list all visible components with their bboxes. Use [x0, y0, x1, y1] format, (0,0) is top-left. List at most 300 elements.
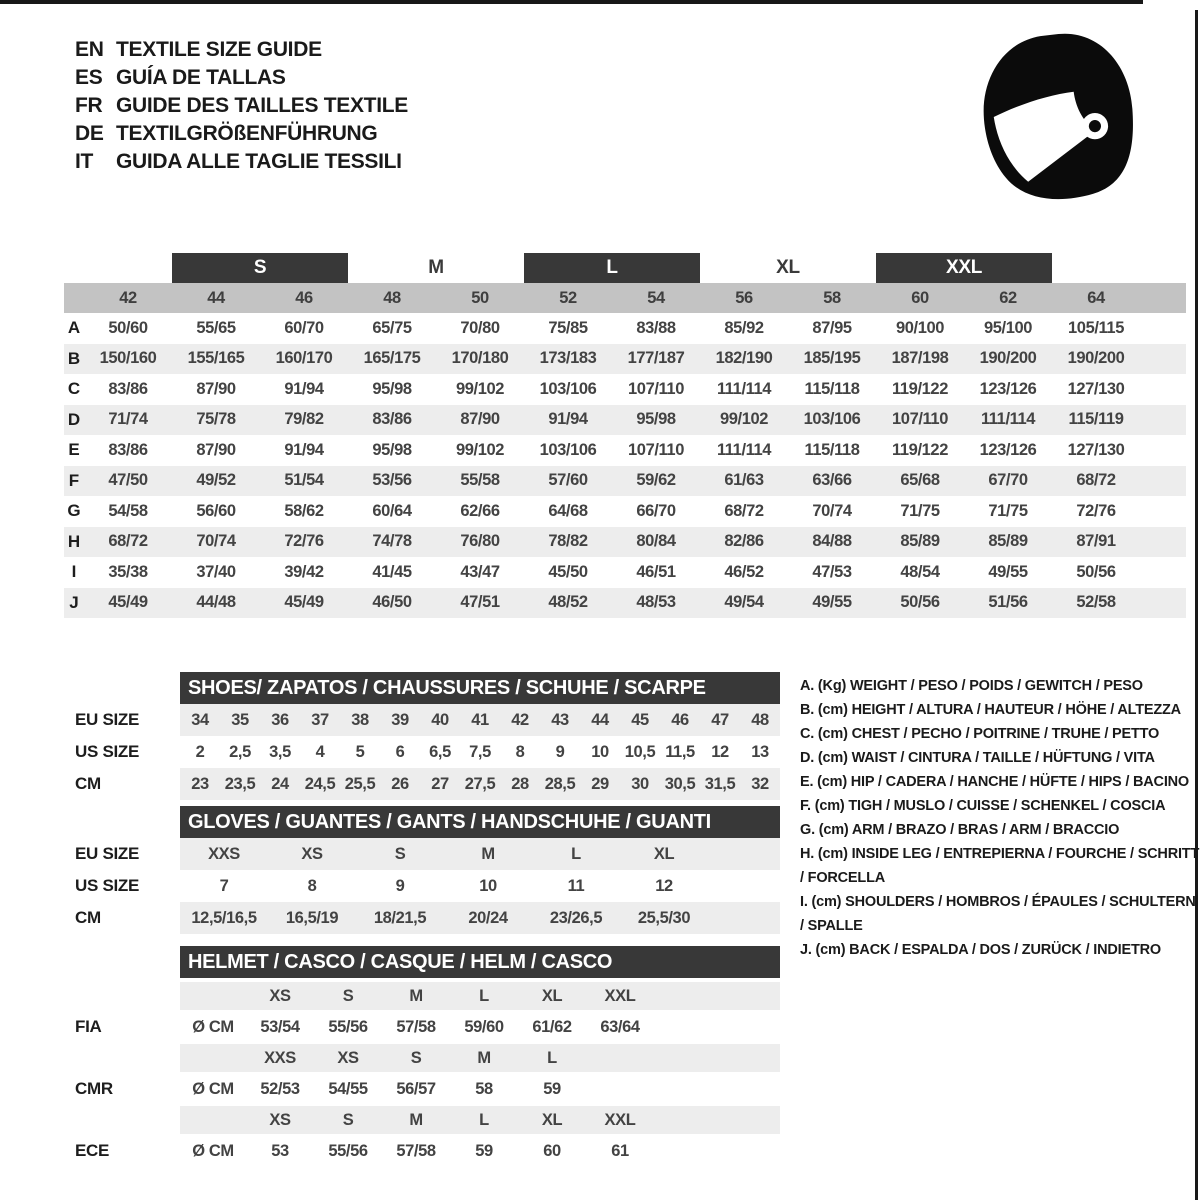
standard-label: ECE — [75, 1141, 110, 1160]
size-value-cell: 46/51 — [636, 562, 676, 581]
value-cell: 59 — [543, 1079, 561, 1098]
size-cell: XXL — [604, 1110, 636, 1129]
size-group-row — [64, 253, 1186, 283]
value-cell: 44 — [591, 710, 609, 729]
size-value-cell: 115/119 — [1068, 410, 1124, 429]
language-row — [75, 120, 408, 148]
unit-spacer-cell — [180, 1106, 246, 1134]
value-cell: 37 — [311, 710, 329, 729]
language-title: GUIDE DES TAILLES TEXTILE — [116, 94, 408, 117]
row-label: US SIZE — [75, 742, 140, 761]
value-cell: 7 — [219, 876, 229, 895]
row-letter: D — [67, 409, 81, 429]
size-value-cell: 99/102 — [719, 410, 769, 429]
gloves-section — [64, 806, 780, 934]
measurement-row — [64, 344, 1186, 375]
size-value-cell: 111/114 — [716, 379, 772, 398]
row-values — [180, 902, 780, 934]
size-value-cell: 51/54 — [284, 471, 324, 490]
size-group-label: L — [524, 253, 700, 283]
row-letter: B — [67, 348, 81, 368]
row-letter: J — [69, 592, 79, 612]
language-code: IT — [75, 150, 94, 173]
value-cell: 10 — [591, 742, 609, 761]
size-value-cell: 59/62 — [636, 471, 676, 490]
numeric-size-cell: 46 — [295, 288, 313, 307]
size-value-cell: 72/76 — [1076, 501, 1116, 520]
size-value-cell: 155/165 — [187, 349, 245, 368]
size-value-cell: 49/52 — [196, 471, 236, 490]
helmet-values — [180, 1134, 780, 1168]
value-cell: 52/53 — [260, 1079, 300, 1098]
row-label — [64, 1044, 180, 1072]
row-values — [180, 736, 780, 768]
value-cell: 18/21,5 — [373, 908, 427, 927]
size-value-cell: 63/66 — [812, 471, 852, 490]
value-cell: XL — [653, 844, 675, 863]
value-cell: 56/57 — [396, 1079, 436, 1098]
size-value-cell: 115/118 — [804, 379, 860, 398]
size-value-cell: 83/86 — [108, 379, 148, 398]
size-value-cell: 60/70 — [284, 318, 324, 337]
size-value-cell: 45/49 — [108, 593, 148, 612]
size-cell: S — [342, 986, 354, 1005]
measurement-row — [64, 557, 1186, 588]
measurement-row — [64, 313, 1186, 344]
size-value-cell: 99/102 — [455, 440, 505, 459]
language-title: GUÍA DE TALLAS — [116, 66, 286, 89]
size-cell: L — [479, 1110, 489, 1129]
size-value-cell: 44/48 — [196, 593, 236, 612]
measurement-row — [64, 466, 1186, 497]
value-cell: 20/24 — [468, 908, 508, 927]
language-code: EN — [75, 38, 104, 61]
size-value-cell: 57/60 — [548, 471, 588, 490]
size-value-cell: 41/45 — [372, 562, 412, 581]
language-title: GUIDA ALLE TAGLIE TESSILI — [116, 150, 402, 173]
size-cell: S — [342, 1110, 354, 1129]
size-value-cell: 49/55 — [988, 562, 1028, 581]
numeric-size-row — [64, 283, 1186, 313]
size-value-cell: 47/53 — [812, 562, 852, 581]
value-cell: 58 — [475, 1079, 493, 1098]
value-cell: 9 — [395, 876, 405, 895]
size-value-cell: 53/56 — [372, 471, 412, 490]
size-value-cell: 67/70 — [988, 471, 1028, 490]
legend-item: E. (cm) HIP / CADERA / HANCHE / HÜFTE / HIPS / BACINO — [800, 774, 1189, 790]
size-value-cell: 82/86 — [724, 532, 764, 551]
language-row — [75, 92, 408, 120]
size-row — [64, 736, 780, 768]
row-label: EU SIZE — [75, 710, 140, 729]
textile-size-table — [64, 253, 1186, 618]
value-cell: 11 — [567, 876, 585, 895]
size-value-cell: 95/98 — [372, 440, 412, 459]
value-cell: XXS — [208, 844, 240, 863]
size-value-cell: 47/50 — [108, 471, 148, 490]
size-value-cell: 70/80 — [460, 318, 500, 337]
value-cell: M — [481, 844, 495, 863]
value-cell: 43 — [551, 710, 569, 729]
language-list — [75, 36, 408, 176]
value-cell: 24 — [271, 774, 289, 793]
size-value-cell: 83/88 — [636, 318, 676, 337]
size-value-cell: 85/92 — [724, 318, 764, 337]
size-value-cell: 76/80 — [460, 532, 500, 551]
language-code: FR — [75, 94, 103, 117]
size-value-cell: 119/122 — [892, 379, 948, 398]
size-value-cell: 72/76 — [284, 532, 324, 551]
legend-item: H. (cm) INSIDE LEG / ENTREPIERNA / FOURCHE / SCHRITT / FORCELLA — [800, 846, 1200, 886]
value-cell: 6 — [395, 742, 405, 761]
size-value-cell: 50/60 — [108, 318, 148, 337]
size-value-cell: 47/51 — [460, 593, 500, 612]
legend-item: A. (Kg) WEIGHT / PESO / POIDS / GEWITCH / PESO — [800, 678, 1143, 694]
size-value-cell: 87/90 — [196, 440, 236, 459]
value-cell: 53 — [271, 1141, 289, 1160]
row-letter: E — [68, 440, 80, 460]
size-value-cell: 87/90 — [196, 379, 236, 398]
size-value-cell: 45/50 — [548, 562, 588, 581]
measurement-row — [64, 527, 1186, 558]
size-value-cell: 52/58 — [1076, 593, 1116, 612]
size-value-cell: 95/98 — [372, 379, 412, 398]
legend-item: J. (cm) BACK / ESPALDA / DOS / ZURÜCK / INDIETRO — [800, 942, 1161, 958]
helmet-rows — [64, 982, 780, 1168]
row-label: US SIZE — [75, 876, 140, 895]
size-cell: XS — [269, 986, 291, 1005]
size-value-cell: 71/75 — [988, 501, 1028, 520]
size-group-label: XXL — [876, 253, 1052, 283]
value-cell: 32 — [751, 774, 769, 793]
size-value-cell: 74/78 — [372, 532, 412, 551]
value-cell: 61 — [611, 1141, 629, 1160]
size-value-cell: 177/187 — [627, 349, 685, 368]
value-cell: 63/64 — [600, 1017, 640, 1036]
measurement-row — [64, 588, 1186, 619]
size-cell: XL — [541, 1110, 563, 1129]
value-cell: 10,5 — [624, 742, 656, 761]
value-cell: 12 — [655, 876, 673, 895]
value-cell: 30,5 — [664, 774, 696, 793]
size-value-cell: 95/100 — [983, 318, 1033, 337]
helmet-size-row — [64, 1044, 780, 1072]
corner-cell — [64, 283, 84, 313]
size-value-cell: 123/126 — [979, 440, 1037, 459]
size-value-cell: 56/60 — [196, 501, 236, 520]
size-cell: XS — [269, 1110, 291, 1129]
value-cell: 5 — [355, 742, 365, 761]
numeric-size-cell: 60 — [911, 288, 929, 307]
size-value-cell: 119/122 — [892, 440, 948, 459]
value-cell: 53/54 — [260, 1017, 300, 1036]
language-code: ES — [75, 66, 103, 89]
gloves-rows — [64, 838, 780, 934]
size-value-cell: 85/89 — [988, 532, 1028, 551]
size-value-cell: 68/72 — [724, 501, 764, 520]
size-value-cell: 54/58 — [108, 501, 148, 520]
value-cell: 12 — [711, 742, 729, 761]
size-value-cell: 185/195 — [803, 349, 861, 368]
size-value-cell: 68/72 — [1076, 471, 1116, 490]
size-cell: L — [547, 1048, 557, 1067]
measurement-row — [64, 496, 1186, 527]
value-cell: 48 — [751, 710, 769, 729]
value-cell: 28,5 — [544, 774, 576, 793]
value-cell: 2 — [195, 742, 205, 761]
language-code: DE — [75, 122, 104, 145]
numeric-size-cell: 42 — [119, 288, 137, 307]
value-cell: L — [571, 844, 581, 863]
value-cell: 59/60 — [464, 1017, 504, 1036]
size-value-cell: 65/75 — [372, 318, 412, 337]
size-value-cell: 187/198 — [891, 349, 949, 368]
value-cell: 13 — [751, 742, 769, 761]
size-value-cell: 58/62 — [284, 501, 324, 520]
legend-item: I. (cm) SHOULDERS / HOMBROS / ÉPAULES / SCHULTERN / SPALLE — [800, 894, 1196, 934]
value-cell: 46 — [671, 710, 689, 729]
value-cell: 27 — [431, 774, 449, 793]
row-letter: G — [67, 501, 81, 521]
language-row — [75, 36, 408, 64]
size-value-cell: 70/74 — [812, 501, 852, 520]
shoes-rows — [64, 704, 780, 800]
measurement-legend — [800, 674, 1200, 962]
size-value-cell: 91/94 — [284, 379, 324, 398]
helmet-value-row — [64, 1134, 780, 1168]
size-value-cell: 99/102 — [455, 379, 505, 398]
helmet-size-values — [180, 1044, 780, 1072]
size-value-cell: 48/53 — [636, 593, 676, 612]
size-value-cell: 43/47 — [460, 562, 500, 581]
size-value-cell: 107/110 — [628, 440, 684, 459]
size-value-cell: 111/114 — [716, 440, 772, 459]
shoes-section — [64, 672, 780, 800]
numeric-size-cell: 44 — [207, 288, 225, 307]
size-value-cell: 70/74 — [196, 532, 236, 551]
numeric-size-cell: 56 — [735, 288, 753, 307]
size-value-cell: 46/50 — [372, 593, 412, 612]
value-cell: 60 — [543, 1141, 561, 1160]
size-value-cell: 170/180 — [451, 349, 509, 368]
row-label — [64, 982, 180, 1010]
measurement-row — [64, 435, 1186, 466]
value-cell: 59 — [475, 1141, 493, 1160]
standard-label: CMR — [75, 1079, 113, 1098]
legend-item: B. (cm) HEIGHT / ALTURA / HAUTEUR / HÖHE / ALTEZZA — [800, 702, 1181, 718]
size-value-cell: 49/55 — [812, 593, 852, 612]
unit-spacer-cell — [180, 982, 246, 1010]
size-value-cell: 173/183 — [539, 349, 597, 368]
value-cell: 31,5 — [704, 774, 736, 793]
size-value-cell: 79/82 — [284, 410, 324, 429]
value-cell: XS — [301, 844, 323, 863]
value-cell: 8 — [307, 876, 317, 895]
numeric-size-cell: 52 — [559, 288, 577, 307]
row-letter: F — [68, 470, 80, 490]
helmet-values — [180, 1072, 780, 1106]
size-value-cell: 103/106 — [803, 410, 861, 429]
size-value-cell: 85/89 — [900, 532, 940, 551]
value-cell: 25,5/30 — [637, 908, 691, 927]
value-cell: S — [394, 844, 406, 863]
size-value-cell: 190/200 — [1067, 349, 1125, 368]
size-cell: XL — [541, 986, 563, 1005]
row-label — [64, 1106, 180, 1134]
size-row — [64, 902, 780, 934]
size-cell: XXS — [264, 1048, 296, 1067]
row-label: CM — [75, 774, 101, 793]
size-value-cell: 115/118 — [804, 440, 860, 459]
size-value-cell: 68/72 — [108, 532, 148, 551]
size-cell: M — [477, 1048, 491, 1067]
value-cell: 34 — [191, 710, 209, 729]
size-value-cell: 39/42 — [284, 562, 324, 581]
legend-item: F. (cm) TIGH / MUSLO / CUISSE / SCHENKEL / COSCIA — [800, 798, 1166, 814]
numeric-size-cell: 58 — [823, 288, 841, 307]
measurement-row — [64, 405, 1186, 436]
size-value-cell: 46/52 — [724, 562, 764, 581]
size-row — [64, 838, 780, 870]
size-value-cell: 127/130 — [1067, 440, 1125, 459]
top-edge-line — [0, 0, 1143, 4]
value-cell: 25,5 — [344, 774, 376, 793]
helmet-icon — [978, 30, 1138, 202]
value-cell: 4 — [315, 742, 325, 761]
value-cell: 41 — [471, 710, 489, 729]
language-row — [75, 64, 408, 92]
size-value-cell: 64/68 — [548, 501, 588, 520]
value-cell: 30 — [631, 774, 649, 793]
value-cell: 38 — [351, 710, 369, 729]
size-value-cell: 103/106 — [539, 440, 597, 459]
value-cell: 7,5 — [469, 742, 491, 761]
row-letter: H — [67, 531, 81, 551]
size-value-cell: 87/90 — [460, 410, 500, 429]
standard-label: FIA — [75, 1017, 102, 1036]
value-cell: 61/62 — [532, 1017, 572, 1036]
size-value-cell: 182/190 — [715, 349, 773, 368]
size-value-cell: 71/74 — [108, 410, 148, 429]
helmet-size-row — [64, 1106, 780, 1134]
size-value-cell: 127/130 — [1067, 379, 1125, 398]
gloves-section-header: GLOVES / GUANTES / GANTS / HANDSCHUHE / GUANTI — [180, 806, 780, 838]
size-value-cell: 49/54 — [724, 593, 764, 612]
size-value-cell: 190/200 — [979, 349, 1037, 368]
size-cell: M — [409, 1110, 423, 1129]
size-value-cell: 50/56 — [1076, 562, 1116, 581]
value-cell: 11,5 — [665, 742, 695, 761]
size-value-cell: 150/160 — [99, 349, 157, 368]
size-value-cell: 95/98 — [636, 410, 676, 429]
size-value-cell: 62/66 — [460, 501, 500, 520]
size-value-cell: 111/114 — [980, 410, 1036, 429]
size-row — [64, 768, 780, 800]
value-cell: 23,5 — [224, 774, 256, 793]
value-cell: 42 — [511, 710, 529, 729]
value-cell: 35 — [231, 710, 249, 729]
value-cell: 24,5 — [304, 774, 336, 793]
size-value-cell: 66/70 — [636, 501, 676, 520]
size-value-cell: 80/84 — [636, 532, 676, 551]
size-row — [64, 870, 780, 902]
size-value-cell: 37/40 — [196, 562, 236, 581]
legend-item: C. (cm) CHEST / PECHO / POITRINE / TRUHE / PETTO — [800, 726, 1160, 742]
numeric-size-cell: 64 — [1087, 288, 1105, 307]
value-cell: 57/58 — [396, 1017, 436, 1036]
legend-item: D. (cm) WAIST / CINTURA / TAILLE / HÜFTUNG / VITA — [800, 750, 1155, 766]
language-row — [75, 148, 408, 176]
unit-label: Ø CM — [192, 1141, 234, 1160]
row-letter: I — [71, 562, 77, 582]
value-cell: 2,5 — [229, 742, 251, 761]
numeric-size-cell: 54 — [647, 288, 665, 307]
size-value-cell: 90/100 — [895, 318, 945, 337]
value-cell: 6,5 — [429, 742, 451, 761]
row-values — [180, 870, 780, 902]
value-cell: 3,5 — [269, 742, 291, 761]
size-cell: L — [479, 986, 489, 1005]
size-group-label: XL — [776, 257, 800, 278]
size-cell: S — [410, 1048, 422, 1067]
size-value-cell: 91/94 — [284, 440, 324, 459]
language-title: TEXTILE SIZE GUIDE — [116, 38, 322, 61]
row-label: EU SIZE — [75, 844, 140, 863]
numeric-size-cell: 50 — [471, 288, 489, 307]
size-value-cell: 123/126 — [979, 379, 1037, 398]
size-value-cell: 61/63 — [724, 471, 764, 490]
value-cell: 45 — [631, 710, 649, 729]
language-title: TEXTILGRÖßENFÜHRUNG — [116, 122, 378, 145]
size-value-cell: 60/64 — [372, 501, 412, 520]
value-cell: 39 — [391, 710, 409, 729]
row-letter: C — [67, 379, 81, 399]
size-value-cell: 107/110 — [628, 379, 684, 398]
size-value-cell: 71/75 — [900, 501, 940, 520]
value-cell: 23/26,5 — [549, 908, 603, 927]
size-value-cell: 83/86 — [108, 440, 148, 459]
value-cell: 36 — [271, 710, 289, 729]
value-cell: 23 — [191, 774, 209, 793]
value-cell: 26 — [391, 774, 409, 793]
value-cell: 55/56 — [328, 1141, 368, 1160]
size-value-cell: 103/106 — [539, 379, 597, 398]
value-cell: 55/56 — [328, 1017, 368, 1036]
helmet-size-row — [64, 982, 780, 1010]
value-cell: 29 — [591, 774, 609, 793]
value-cell: 28 — [511, 774, 529, 793]
row-values — [180, 838, 780, 870]
size-value-cell: 50/56 — [900, 593, 940, 612]
size-value-cell: 87/95 — [812, 318, 852, 337]
value-cell: 47 — [711, 710, 729, 729]
size-value-cell: 65/68 — [900, 471, 940, 490]
size-value-cell: 55/65 — [196, 318, 236, 337]
value-cell: 40 — [431, 710, 449, 729]
size-value-cell: 35/38 — [108, 562, 148, 581]
helmet-values — [180, 1010, 780, 1044]
size-value-cell: 55/58 — [460, 471, 500, 490]
helmet-section-header: HELMET / CASCO / CASQUE / HELM / CASCO — [180, 946, 780, 978]
size-row — [64, 704, 780, 736]
value-cell: 10 — [479, 876, 497, 895]
value-cell: 54/55 — [328, 1079, 368, 1098]
helmet-value-row — [64, 1072, 780, 1106]
size-value-cell: 87/91 — [1076, 532, 1116, 551]
value-cell: 12,5/16,5 — [191, 908, 257, 927]
size-value-cell: 107/110 — [892, 410, 948, 429]
size-value-cell: 48/52 — [548, 593, 588, 612]
